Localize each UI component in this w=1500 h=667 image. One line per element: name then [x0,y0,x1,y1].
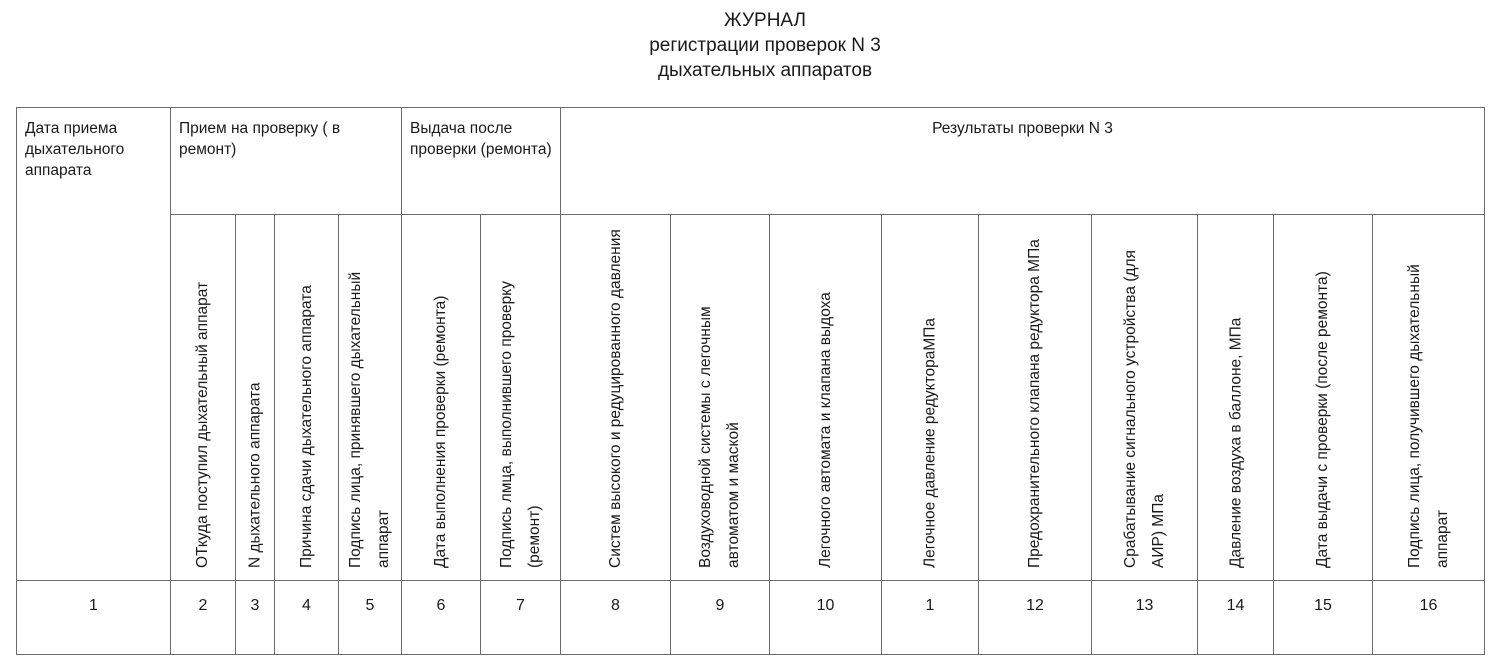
subheader-cell [171,215,236,581]
subheader-signal-device: Срабатывание сигнального устройства (для АИР) МПа [1121,249,1167,568]
subheader-issue-date: Дата выдачи с проверки (после ремонта) [1314,270,1331,568]
subheader-cell [1092,215,1198,581]
subheader-safety-valve: Предохранительного клапана редуктора МПа [1026,238,1043,568]
subheader-cell [979,215,1092,581]
subheader-handover-reason: Причина сдачи дыхательного аппарата [297,284,315,568]
subheader-cell [1198,215,1274,581]
column-number: 1 [17,581,171,655]
column-number: 1 [882,581,979,655]
subheader-apparatus-number: N дыхательного аппарата [246,381,264,568]
subheader-cell [481,215,561,581]
subheader-lung-valve: Легочного автомата и клапана выдоха [816,291,834,568]
subheader-cell [882,215,979,581]
subheader-cylinder-pressure: Давление воздуха в баллоне, МПа [1227,317,1244,568]
journal-title [0,8,1500,83]
subheader-pressure-systems: Систем высокого и редуцированного давления [606,228,624,568]
title-line-3: дыхательных аппаратов [657,60,873,81]
column-number: 4 [275,581,339,655]
subheader-cell [1274,215,1373,581]
subheader-cell [1373,215,1485,581]
subheader-air-duct-system: Воздуховодной системы с легочным автоматом и маской [697,305,742,568]
column-number: 8 [561,581,671,655]
subheader-cell [402,215,481,581]
column-number: 15 [1274,581,1373,655]
column-number: 2 [171,581,236,655]
column-number: 13 [1092,581,1198,655]
column-number: 7 [481,581,561,655]
subheader-cell [561,215,671,581]
column-number: 10 [770,581,882,655]
subheader-cell [275,215,339,581]
title-line-2: регистрации проверок N 3 [649,35,881,56]
subheader-cell [671,215,770,581]
column-number: 12 [979,581,1092,655]
subheader-source: ОТкуда поступил дыхательный аппарат [194,281,211,568]
subheader-check-date: Дата выполнения проверки (ремонта) [432,295,449,568]
subheader-receiver-signature: Подпись лица, принявшего дыхательный аппарат [347,271,392,568]
subheader-recipient-signature: Подпись лица, получившего дыхательный аппарат [1405,263,1451,568]
column-number: 16 [1373,581,1485,655]
subheader-inspector-signature: Подпись лмца, выполнившего проверку (ремонт) [497,280,543,568]
column-number: 6 [402,581,481,655]
column-number: 5 [339,581,402,655]
column-number: 9 [671,581,770,655]
header-group-results: Результаты проверки N 3 [561,108,1485,215]
subheader-reducer-pressure: Легочное давление редуктораМПа [921,317,939,568]
journal-table [16,107,1485,655]
subheader-cell [236,215,275,581]
title-line-1: ЖУРНАЛ [724,10,806,31]
header-group-receipt: Прием на проверку ( в ремонт) [171,108,402,215]
column-number: 14 [1198,581,1274,655]
header-group-issue: Выдача после проверки (ремонта) [402,108,561,215]
subheader-cell [339,215,402,581]
header-receipt-date: Дата приема дыхательного аппарата [17,108,171,581]
column-number: 3 [236,581,275,655]
subheader-cell [770,215,882,581]
